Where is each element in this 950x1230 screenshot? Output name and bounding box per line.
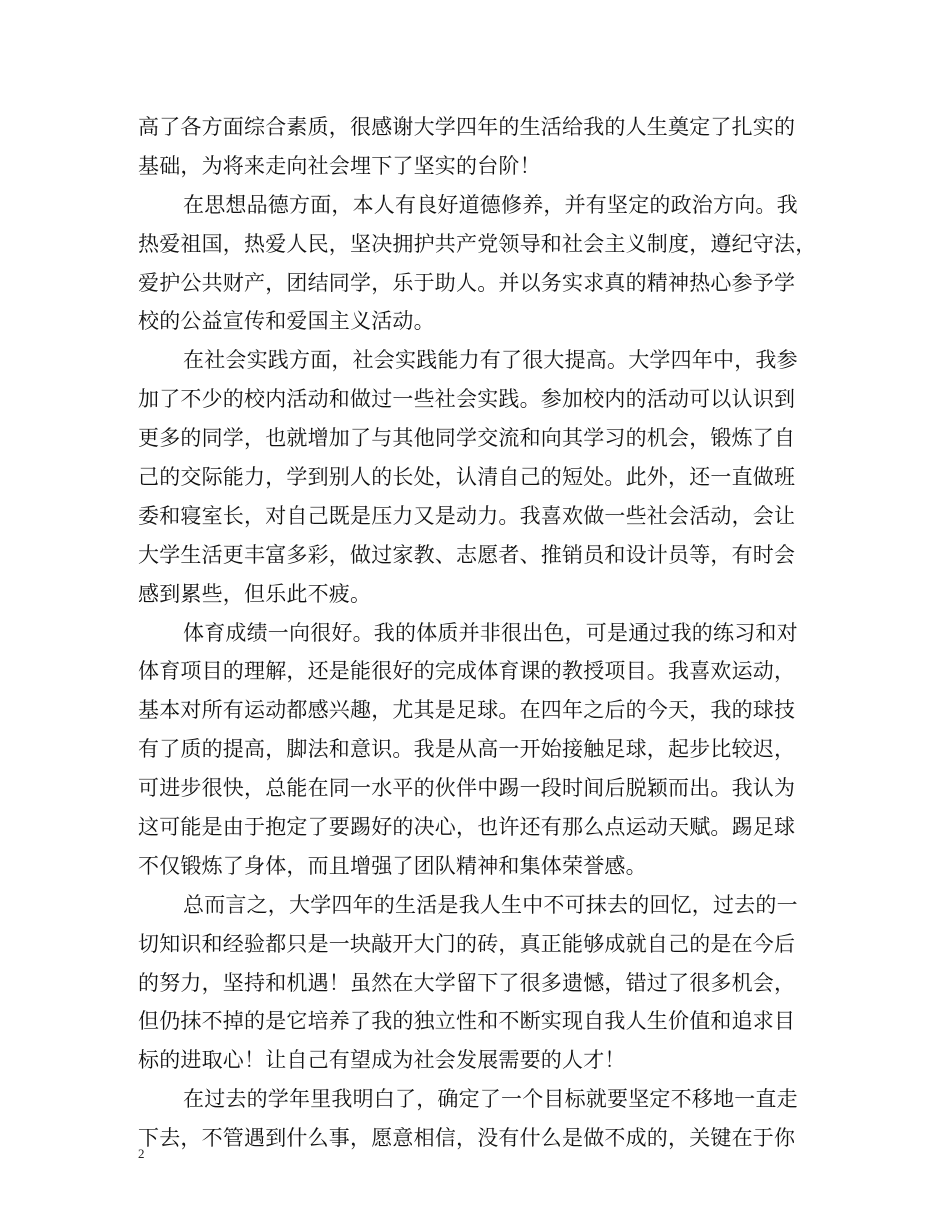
text-line: 切知识和经验都只是一块敲开大门的砖，真正能够成就自己的是在今后 [138,931,796,956]
text-line: 的努力，坚持和机遇！虽然在大学留下了很多遗憾，错过了很多机会， [138,970,796,995]
page-number: 2 [138,1146,145,1161]
text-line: 加了不少的校内活动和做过一些社会实践。参加校内的活动可以认识到 [138,387,796,412]
text-line: 但仍抹不掉的是它培养了我的独立性和不断实现自我人生价值和追求目 [138,1009,796,1034]
text-line: 大学生活更丰富多彩，做过家教、志愿者、推销员和设计员等，有时会 [138,542,796,567]
text-line: 体育项目的理解，还是能很好的完成体育课的教授项目。我喜欢运动， [138,659,796,684]
paragraph-start-line: 总而言之，大学四年的生活是我人生中不可抹去的回忆，过去的一 [183,892,798,917]
text-line: 热爱祖国，热爱人民，坚决拥护共产党领导和社会主义制度，遵纪守法， [138,231,817,256]
text-line: 基本对所有运动都感兴趣，尤其是足球。在四年之后的今天，我的球技 [138,698,796,723]
body-text [138,108,818,1158]
text-line: 这可能是由于抱定了要踢好的决心，也许还有那么点运动天赋。踢足球 [138,815,796,840]
paragraph-start-line: 在过去的学年里我明白了，确定了一个目标就要坚定不移地一直走 [183,1087,798,1112]
text-line: 爱护公共财产，团结同学，乐于助人。并以务实求真的精神热心参予学 [138,270,796,295]
text-line: 感到累些，但乐此不疲。 [138,581,372,606]
text-line: 下去，不管遇到什么事，愿意相信，没有什么是做不成的，关键在于你 [138,1126,796,1151]
text-line: 更多的同学，也就增加了与其他同学交流和向其学习的机会，锻炼了自 [138,426,796,451]
text-line: 基础，为将来走向社会埋下了坚实的台阶！ [138,153,541,178]
text-line: 校的公益宣传和爱国主义活动。 [138,309,435,334]
text-line: 委和寝室长，对自己既是压力又是动力。我喜欢做一些社会活动，会让 [138,503,796,528]
text-line: 标的进取心！让自己有望成为社会发展需要的人才！ [138,1048,626,1073]
text-line: 己的交际能力，学到别人的长处，认清自己的短处。此外，还一直做班 [138,465,796,490]
text-line: 不仅锻炼了身体，而且增强了团队精神和集体荣誉感。 [138,853,647,878]
paragraph-start-line: 在社会实践方面，社会实践能力有了很大提高。大学四年中，我参 [183,348,798,373]
text-line: 高了各方面综合素质，很感谢大学四年的生活给我的人生奠定了扎实的 [138,115,796,139]
text-line: 有了质的提高，脚法和意识。我是从高一开始接触足球，起步比较迟， [138,737,796,762]
paragraph-start-line: 体育成绩一向很好。我的体质并非很出色，可是通过我的练习和对 [183,620,798,645]
paragraph-start-line: 在思想品德方面，本人有良好道德修养，并有坚定的政治方向。我 [183,192,798,217]
text-line: 可进步很快，总能在同一水平的伙伴中踢一段时间后脱颖而出。我认为 [138,776,796,801]
